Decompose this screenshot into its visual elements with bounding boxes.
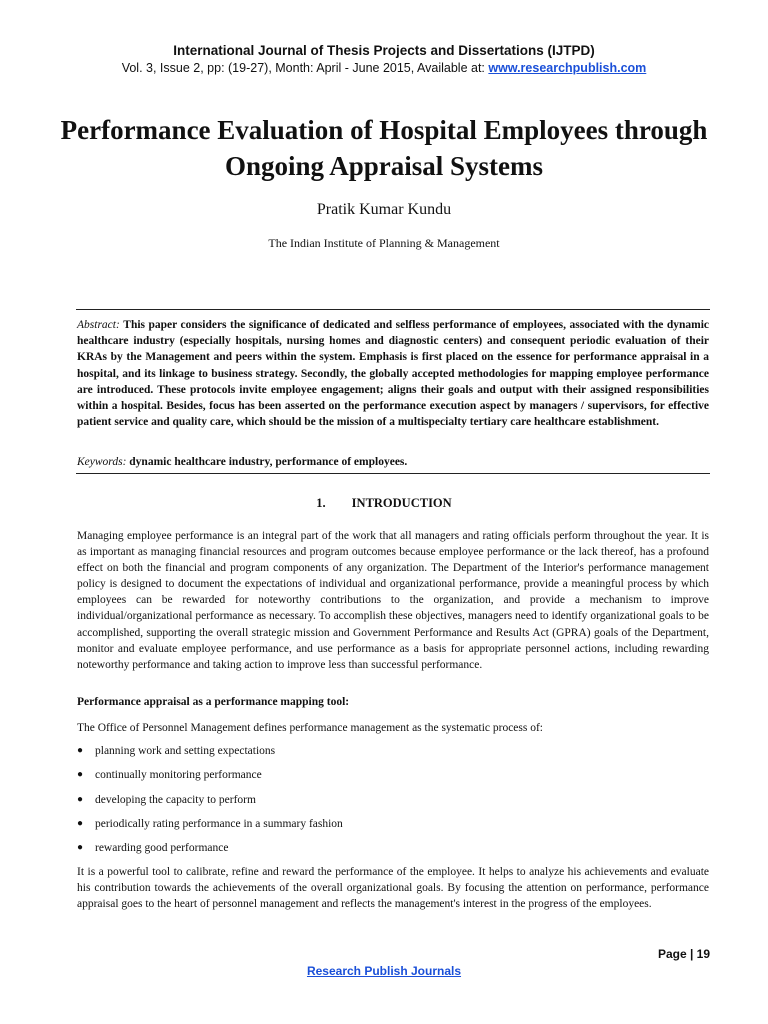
list-item <box>77 743 709 767</box>
bullet-icon: ● <box>77 793 84 805</box>
subheading: Performance appraisal as a performance mapping tool: <box>77 696 350 708</box>
list-item <box>77 840 709 864</box>
keywords-text: dynamic healthcare industry, performance of employees. <box>129 456 408 468</box>
list-item-text: rewarding good performance <box>95 842 229 855</box>
bullet-list <box>77 743 709 864</box>
list-item-text: planning work and setting expectations <box>95 745 276 757</box>
intro-paragraph-2: The Office of Personnel Management defines performance management as the systematic process of: <box>77 722 544 734</box>
publisher-link[interactable]: Research Publish Journals <box>306 964 462 978</box>
bullet-icon: ● <box>77 745 84 756</box>
abstract-label: Abstract: <box>77 319 120 331</box>
abstract <box>77 317 709 430</box>
intro-paragraph-3: It is a powerful tool to calibrate, refine and reward the performance of the employee. It helps to analyze his achievements and evaluate his contribution towards the achievements of the overall organizational goals. By focusing the attention on performance, performance appraisal goes to the heart of personnel management and reflects the management's interest in the progress of the employees. <box>77 866 709 911</box>
list-item <box>77 792 709 816</box>
list-item-text: developing the capacity to perform <box>95 793 256 806</box>
journal-website-link[interactable]: www.researchpublish.com <box>488 61 647 75</box>
keywords <box>77 454 709 470</box>
author-name: Pratik Kumar Kundu <box>316 201 452 218</box>
list-item <box>77 816 709 840</box>
paper-title: Performance Evaluation of Hospital Employees through Ongoing Appraisal Systems <box>60 115 708 181</box>
section-number: 1. <box>316 496 326 510</box>
page-number: Page | 19 <box>657 947 710 961</box>
bullet-icon: ● <box>77 817 84 829</box>
list-item <box>77 767 709 791</box>
abstract-text: This paper considers the significance of dedicated and selfless performance of employees, associated with the dynamic healthcare industry (especially hospitals, nursing homes and diagnostic centers) and consequent periodic evaluation of their KRAs by the Management and peers within the system. Emphasis is first placed on the essence for performance appraisal in a hospital, and its linkage to business strategy. Secondly, the globally accepted methodologies for mapping employee performance are introduced. These protocols invite employee engagement; aligns their goals and output with their assigned responsibilities within a hospital. Besides, focus has been asserted on the performance execution aspect by managers / supervisors, for effective patient service and quality care, which should be the mission of a multispecialty tertiary care healthcare establishment. <box>77 319 710 429</box>
section-title: INTRODUCTION <box>351 496 452 510</box>
abstract-top-rule <box>76 309 710 310</box>
bullet-icon: ● <box>77 842 84 854</box>
intro-paragraph-1: Managing employee performance is an integral part of the work that all managers and rating officials perform throughout the year. It is as important as managing financial resources and program outcomes because employee performance or the lack thereof, has a profound effect on both the financial and program components of any organization. The Department of the Interior's performance management policy is designed to document the expectations of individual and organizational performance, provide a meaningful process by which employees can be rewarded for noteworthy contributions to the organization, and provide a mechanism to improve individual/organizational performance as necessary. To accomplish these objectives, managers need to identify organizational goals to be accomplished, supporting the overall strategic mission and Government Performance and Results Act (GPRA) goals of the Department, monitor and evaluate employee performance, and use performance as a basis for appropriate personnel actions, including rewarding noteworthy performance and taking action to improve less than successful performance. <box>77 530 709 671</box>
issue-info: Vol. 3, Issue 2, pp: (19-27), Month: April - June 2015, Available at: <box>121 61 489 75</box>
list-item-text: periodically rating performance in a summary fashion <box>95 817 343 830</box>
issue-info-line <box>0 61 768 75</box>
bullet-icon: ● <box>77 769 84 781</box>
abstract-bottom-rule <box>76 473 710 474</box>
list-item-text: continually monitoring performance <box>95 769 262 782</box>
journal-name: International Journal of Thesis Projects and Dissertations (IJTPD) <box>173 43 595 58</box>
section-heading <box>0 496 768 511</box>
keywords-label: Keywords: <box>77 456 127 468</box>
author-affiliation: The Indian Institute of Planning & Management <box>268 236 500 250</box>
